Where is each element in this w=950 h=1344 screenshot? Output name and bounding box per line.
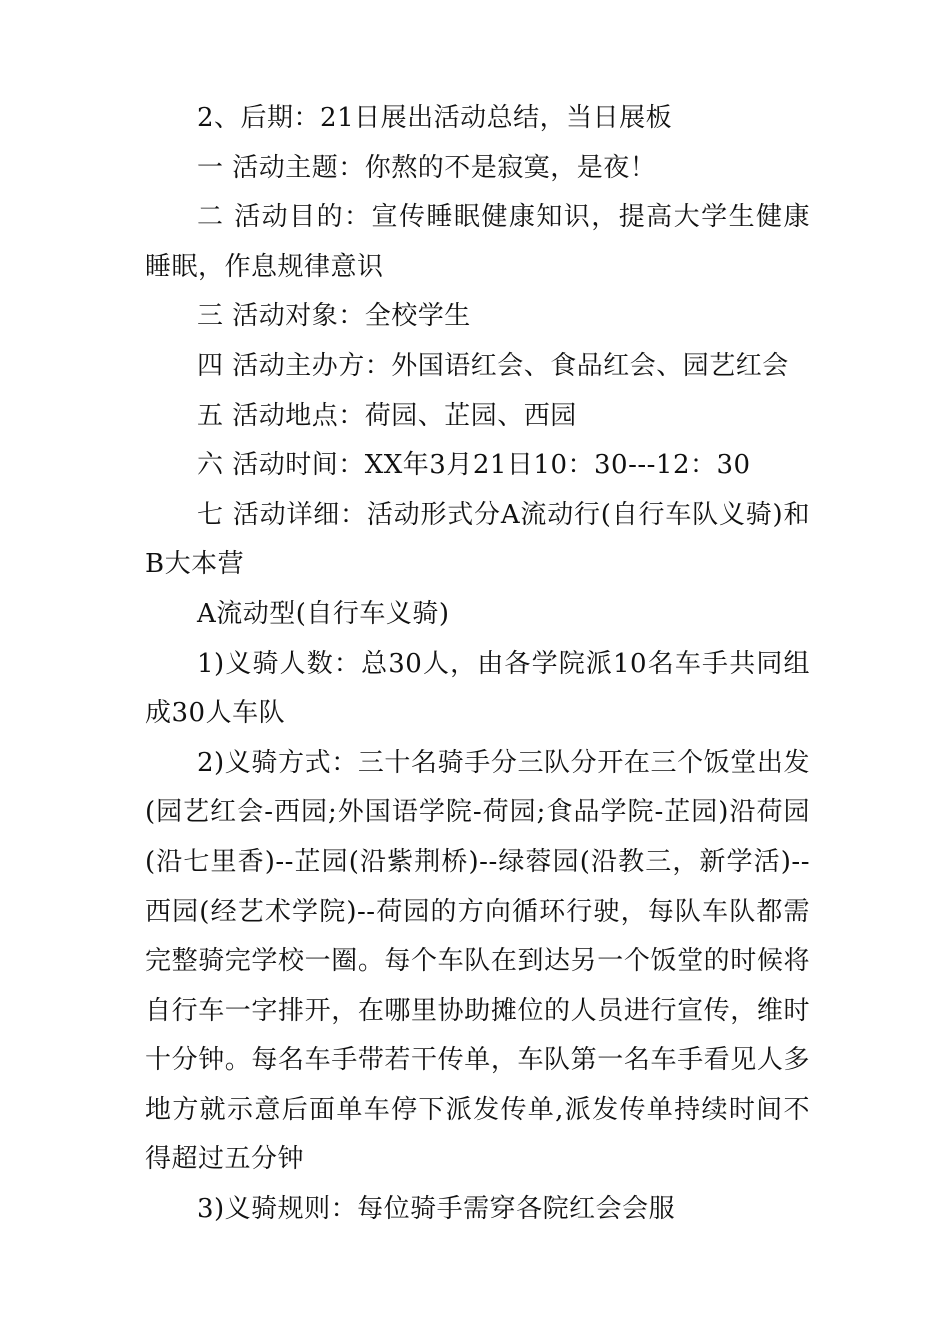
paragraph-theme: 一 活动主题：你熬的不是寂寞，是夜！ [197, 152, 657, 183]
paragraph-audience: 三 活动对象：全校学生 [197, 301, 471, 332]
paragraph-details: 七 活动详细：活动形式分A流动行(自行车队义骑)和B大本营 [145, 499, 810, 580]
paragraph-organizers: 四 活动主办方：外国语红会、食品红会、园艺红会 [197, 350, 789, 381]
paragraph-time: 六 活动时间：XX年3月21日10：30---12：30 [197, 450, 751, 481]
paragraph-location: 五 活动地点：荷园、芷园、西园 [197, 400, 577, 431]
paragraph-rider-count: 1)义骑人数：总30人，由各学院派10名车手共同组成30人车队 [145, 648, 810, 729]
document-body [145, 94, 810, 1235]
paragraph-section-a: A流动型(自行车义骑) [197, 598, 450, 629]
paragraph-riding-rules: 3)义骑规则：每位骑手需穿各院红会会服 [197, 1194, 676, 1225]
paragraph-later-stage: 2、后期：21日展出活动总结，当日展板 [197, 103, 673, 133]
paragraph-purpose: 二 活动目的：宣传睡眠健康知识，提高大学生健康睡眠，作息规律意识 [145, 202, 810, 282]
paragraph-riding-method: 2)义骑方式：三十名骑手分三队分开在三个饭堂出发(园艺红会-西园;外国语学院-荷园;食品学院-芷园)沿荷园(沿七里香)--芷园(沿紫荆桥)--绿蓉园(沿教三，新学活)--西园(经艺术学院)--荷园的方向循环行驶，每队车队都需完整骑完学校一圈。每个车队在到达另一个饭堂的时候将自行车一字排开，在哪里协助摊位的人员进行宣传，维时十分钟。每名车手带若干传单，车队第一名车手看见人多地方就示意后面单车停下派发传单,派发传单持续时间不得超过五分钟 [145, 747, 810, 1175]
